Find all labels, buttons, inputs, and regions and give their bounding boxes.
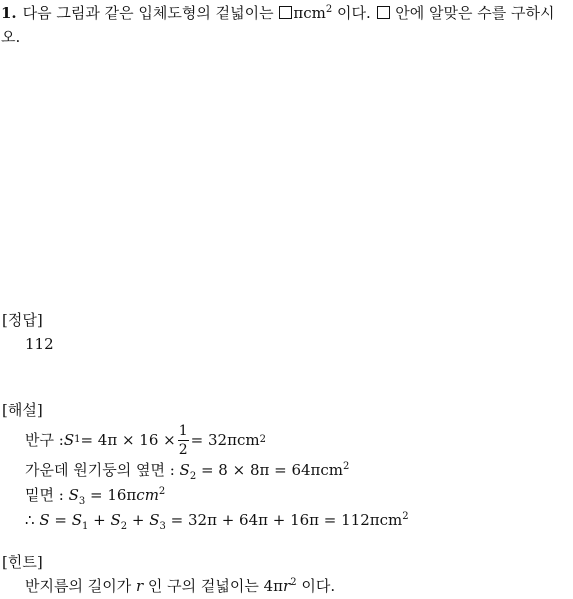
explanation-section bbox=[2, 398, 570, 533]
explanation-line4-sub3: 3 bbox=[159, 521, 166, 532]
problem-text-part3: 안에 알맞은 수를 구하시오. bbox=[1, 4, 555, 46]
explanation-line4-sub2: 2 bbox=[120, 521, 128, 532]
problem-text-part2: 이다. bbox=[332, 4, 376, 22]
explanation-line1-label: 반구 : bbox=[25, 430, 64, 449]
hint-text-b: 인 구의 겉넓이는 4π bbox=[143, 577, 284, 595]
explanation-line-cylinder bbox=[25, 458, 570, 483]
problem-statement bbox=[1, 1, 571, 49]
hint-text-c: 이다. bbox=[296, 577, 336, 595]
therefore-symbol: ∴ bbox=[25, 511, 40, 529]
explanation-line2-exponent: 2 bbox=[343, 461, 350, 472]
explanation-line4-s1: S bbox=[71, 511, 82, 529]
hint-r: r bbox=[135, 577, 144, 595]
explanation-line-base bbox=[25, 483, 570, 508]
explanation-line2-label: 가운데 원기둥의 옆면 : bbox=[25, 461, 180, 479]
problem-number: 1. bbox=[1, 4, 17, 22]
explanation-line4-plus2: + bbox=[127, 511, 150, 529]
answer-section bbox=[2, 308, 570, 357]
fraction-one-half bbox=[178, 424, 189, 457]
fraction-denominator: 2 bbox=[178, 441, 188, 458]
explanation-line4-eq: = bbox=[49, 511, 72, 529]
explanation-title: [해설] bbox=[2, 401, 43, 419]
explanation-line3-s: S bbox=[68, 486, 79, 504]
explanation-line4-s3: S bbox=[149, 511, 160, 529]
explanation-line3-label: 밑면 : bbox=[25, 486, 69, 504]
explanation-line-total bbox=[25, 508, 570, 533]
explanation-line4-s2: S bbox=[110, 511, 121, 529]
blank-box-icon bbox=[377, 6, 390, 19]
explanation-line3-expr: = 16π bbox=[85, 486, 137, 504]
hint-text bbox=[25, 574, 570, 599]
explanation-line4-exponent: 2 bbox=[402, 511, 409, 522]
hint-r2: r bbox=[283, 577, 291, 595]
answer-title: [정답] bbox=[2, 311, 43, 329]
problem-text-part1: 다음 그림과 같은 입체도형의 겉넓이는 bbox=[22, 4, 279, 22]
problem-unit: πcm bbox=[293, 4, 326, 22]
explanation-line4-plus1: + bbox=[88, 511, 111, 529]
hint-text-a: 반지름의 길이가 bbox=[25, 577, 136, 595]
explanation-line2-s: S bbox=[179, 461, 190, 479]
explanation-line4-expr: = 32π + 64π + 16π = 112πcm bbox=[165, 511, 403, 529]
explanation-line2-sub: 2 bbox=[189, 471, 197, 482]
problem-unit-exponent: 2 bbox=[325, 4, 333, 15]
explanation-line1-expr-b: = 32πcm bbox=[190, 430, 260, 449]
answer-value: 112 bbox=[25, 335, 54, 353]
hint-exponent: 2 bbox=[290, 577, 297, 588]
explanation-line3-exponent: 2 bbox=[158, 486, 166, 497]
hint-title: [힌트] bbox=[2, 553, 43, 571]
explanation-line2-expr: = 8 × 8π = 64πcm bbox=[196, 461, 344, 479]
hint-section bbox=[2, 550, 570, 599]
fraction-numerator: 1 bbox=[178, 422, 188, 439]
explanation-line1-s: S bbox=[63, 430, 75, 449]
figure-area bbox=[0, 55, 573, 305]
explanation-line4-sub1: 1 bbox=[81, 521, 89, 532]
explanation-line3-unit: cm bbox=[136, 486, 159, 504]
explanation-line3-sub: 3 bbox=[78, 496, 86, 507]
explanation-line4-s: S bbox=[39, 511, 50, 529]
explanation-line1-expr-a: = 4π × 16 × bbox=[80, 430, 176, 449]
blank-box-icon bbox=[279, 6, 292, 19]
explanation-line-hemisphere: 반구 : S 1 = 4π × 16 × $\frac{1}{2}$ = 32πcm 2 bbox=[25, 422, 266, 458]
